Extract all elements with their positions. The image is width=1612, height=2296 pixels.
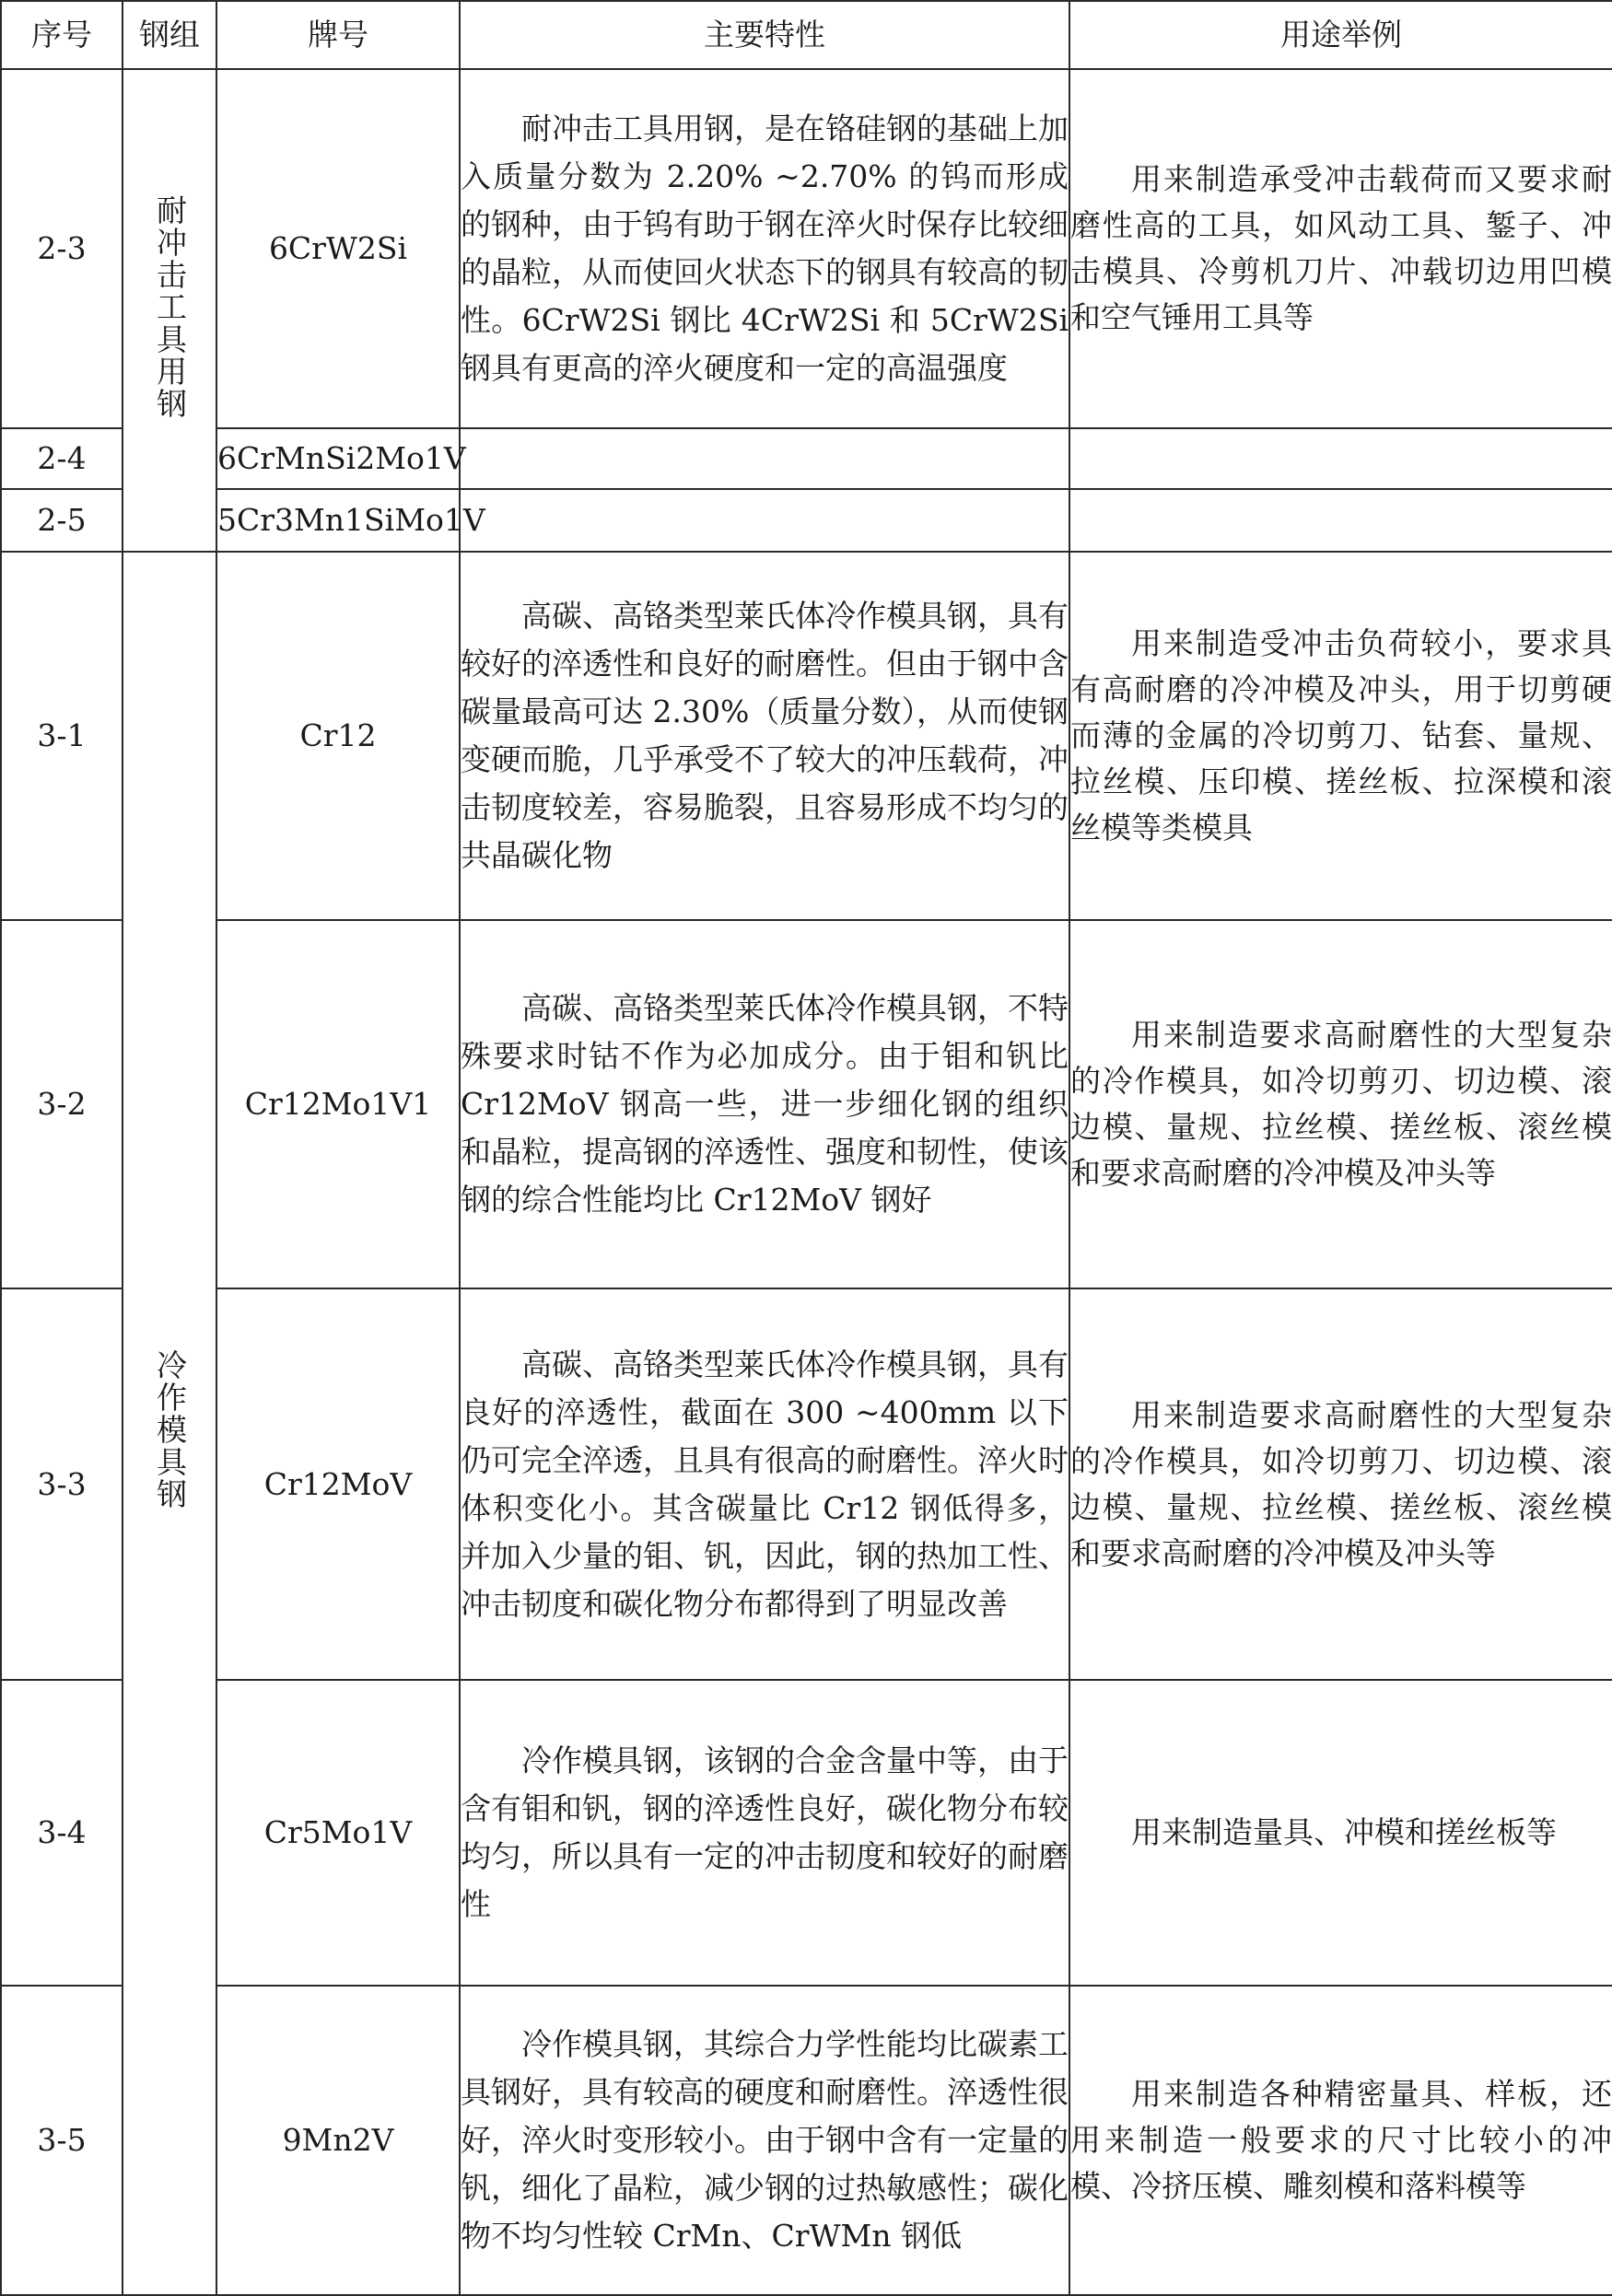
header-group: 钢组	[123, 1, 216, 69]
row-no: 3-3	[1, 1288, 123, 1680]
row-features	[460, 1288, 1069, 1680]
features-text: 高碳、高铬类型莱氏体冷作模具钢，具有良好的淬透性，截面在 300 ~400mm 以下仍可完全淬透，且具有很高的耐磨性。淬火时体积变化小。其含碳量比 Cr12 钢低得多，并加入少量的钼、钒，因此，钢的热加工性、冲击韧度和碳化物分布都得到了明显改善	[461, 1346, 1069, 1622]
table-row	[1, 1986, 1612, 2295]
table-row	[1, 69, 1612, 428]
uses-text: 用来制造承受冲击载荷而又要求耐磨性高的工具，如风动工具、錾子、冲击模具、冷剪机刀片、冲载切边用凹模和空气锤用工具等	[1070, 161, 1612, 335]
row-uses	[1069, 489, 1612, 552]
features-text: 高碳、高铬类型莱氏体冷作模具钢，不特殊要求时钴不作为必加成分。由于钼和钒比 Cr12MoV 钢高一些，进一步细化钢的组织和晶粒，提高钢的淬透性、强度和韧性，使该钢的综合性能均比 Cr12MoV 钢好	[461, 990, 1069, 1218]
row-features	[460, 489, 1069, 552]
table-row	[1, 1680, 1612, 1986]
row-grade: 5Cr3Mn1SiMo1V	[216, 489, 460, 552]
row-uses	[1069, 920, 1612, 1288]
row-grade: 6CrW2Si	[216, 69, 460, 428]
group-label: 冷作模具钢	[152, 1349, 188, 1510]
row-features	[460, 552, 1069, 920]
row-features	[460, 1680, 1069, 1986]
group-cell-impact	[123, 69, 216, 552]
features-text: 冷作模具钢，其综合力学性能均比碳素工具钢好，具有较高的硬度和耐磨性。淬透性很好，淬火时变形较小。由于钢中含有一定量的钒，细化了晶粒，减少钢的过热敏感性；碳化物不均匀性较 CrMn、CrWMn 钢低	[461, 2026, 1069, 2254]
features-text: 高碳、高铬类型莱氏体冷作模具钢，具有较好的淬透性和良好的耐磨性。但由于钢中含碳量最高可达 2.30%（质量分数），从而使钢变硬而脆，几乎承受不了较大的冲压载荷，冲击韧度较差，容易脆裂，且容易形成不均匀的共晶碳化物	[461, 598, 1069, 873]
table-row	[1, 920, 1612, 1288]
header-grade: 牌号	[216, 1, 460, 69]
row-no: 3-4	[1, 1680, 123, 1986]
row-uses	[1069, 552, 1612, 920]
row-uses	[1069, 1680, 1612, 1986]
table-row	[1, 428, 1612, 489]
row-no: 3-2	[1, 920, 123, 1288]
row-grade: 9Mn2V	[216, 1986, 460, 2295]
table-header-row	[1, 1, 1612, 69]
row-grade: Cr12MoV	[216, 1288, 460, 1680]
row-grade: Cr12Mo1V1	[216, 920, 460, 1288]
row-no: 2-3	[1, 69, 123, 428]
row-uses	[1069, 1288, 1612, 1680]
header-no: 序号	[1, 1, 123, 69]
table-row	[1, 1288, 1612, 1680]
row-features	[460, 428, 1069, 489]
group-label: 耐冲击工具用钢	[152, 194, 188, 420]
header-features: 主要特性	[460, 1, 1069, 69]
uses-text: 用来制造量具、冲模和搓丝板等	[1131, 1814, 1557, 1850]
row-uses	[1069, 428, 1612, 489]
table-row	[1, 552, 1612, 920]
row-no: 3-5	[1, 1986, 123, 2295]
row-uses	[1069, 1986, 1612, 2295]
uses-text: 用来制造要求高耐磨性的大型复杂的冷作模具，如冷切剪刀、切边模、滚边模、量规、拉丝模、搓丝板、滚丝模和要求高耐磨的冷冲模及冲头等	[1070, 1396, 1612, 1571]
group-cell-cold	[123, 552, 216, 2295]
features-text: 耐冲击工具用钢，是在铬硅钢的基础上加入质量分数为 2.20% ~2.70% 的钨而形成的钢种，由于钨有助于钢在淬火时保存比较细的晶粒，从而使回火状态下的钢具有较高的韧性。6CrW2Si 钢比 4CrW2Si 和 5CrW2Si 钢具有更高的淬火硬度和一定的高温强度	[461, 111, 1069, 386]
row-features	[460, 1986, 1069, 2295]
uses-text: 用来制造受冲击负荷较小，要求具有高耐磨的冷冲模及冲头，用于切剪硬而薄的金属的冷切剪刀、钻套、量规、拉丝模、压印模、搓丝板、拉深模和滚丝模等类模具	[1070, 625, 1612, 845]
row-uses	[1069, 69, 1612, 428]
row-features	[460, 69, 1069, 428]
table-row	[1, 489, 1612, 552]
row-no: 2-5	[1, 489, 123, 552]
row-grade: Cr12	[216, 552, 460, 920]
features-text: 冷作模具钢，该钢的合金含量中等，由于含有钼和钒，钢的淬透性良好，碳化物分布较均匀，所以具有一定的冲击韧度和较好的耐磨性	[461, 1742, 1069, 1922]
header-uses: 用途举例	[1069, 1, 1612, 69]
row-grade: Cr5Mo1V	[216, 1680, 460, 1986]
row-features	[460, 920, 1069, 1288]
uses-text: 用来制造要求高耐磨性的大型复杂的冷作模具，如冷切剪刃、切边模、滚边模、量规、拉丝模、搓丝板、滚丝模和要求高耐磨的冷冲模及冲头等	[1070, 1017, 1612, 1191]
row-grade: 6CrMnSi2Mo1V	[216, 428, 460, 489]
row-no: 3-1	[1, 552, 123, 920]
row-no: 2-4	[1, 428, 123, 489]
uses-text: 用来制造各种精密量具、样板，还用来制造一般要求的尺寸比较小的冲模、冷挤压模、雕刻模和落料模等	[1070, 2076, 1612, 2204]
